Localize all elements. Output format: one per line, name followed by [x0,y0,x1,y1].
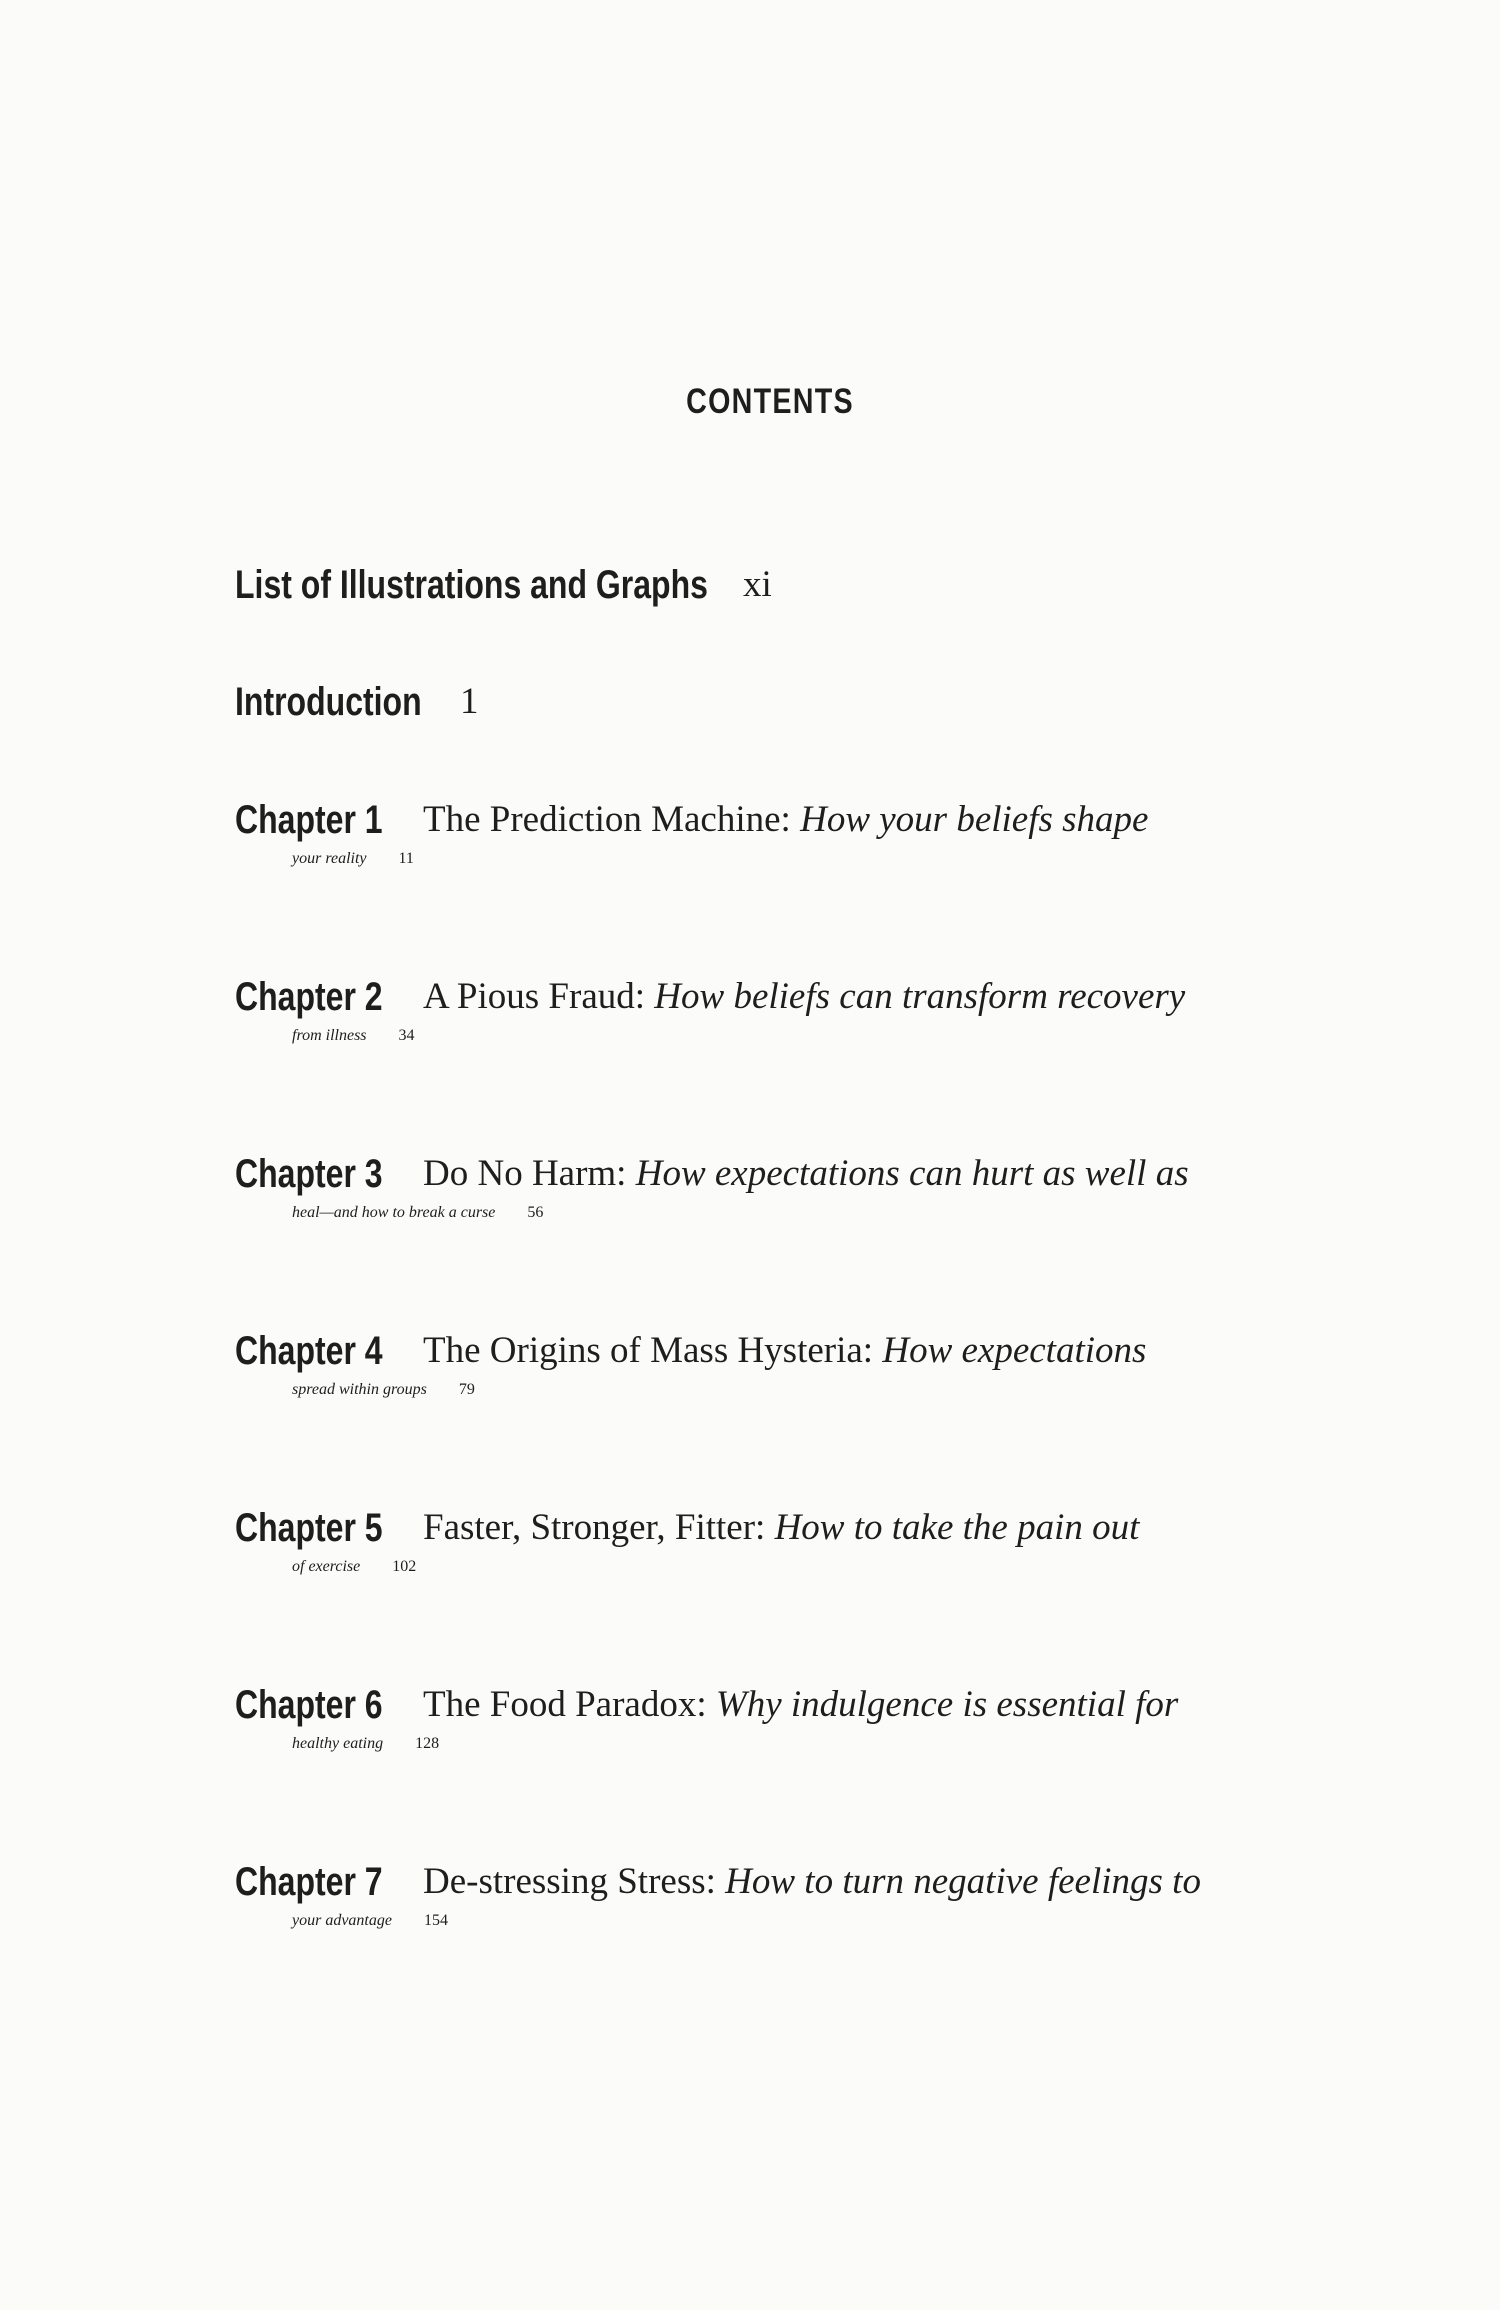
chapter-label: Chapter 1 [235,798,383,842]
chapter-subtitle: Why indulgence is essential for [715,1684,1179,1725]
toc-page-number: 34 [398,1027,415,1044]
chapter-subtitle-continued: of exercise [292,1558,361,1575]
toc-entry-label: Introduction [235,680,422,724]
chapter-title: A Pious Fraud: [423,976,646,1017]
toc-entry-introduction[interactable] [235,672,1315,732]
chapter-subtitle-continued: your reality [292,850,367,867]
chapter-subtitle-continued: from illness [292,1027,367,1044]
chapter-label: Chapter 7 [235,1860,383,1904]
chapter-label: Chapter 6 [235,1683,383,1727]
toc-entry-chapter-2[interactable] [235,967,1315,1087]
chapter-title: The Prediction Machine: [423,799,791,840]
toc-page-number: xi [743,564,772,605]
toc-entry-illustrations[interactable] [235,555,1315,615]
chapter-subtitle-continued: your advantage [292,1912,392,1929]
toc-page-number: 102 [392,1558,417,1575]
chapter-title: Faster, Stronger, Fitter: [423,1507,766,1548]
toc-page-number: 128 [415,1735,440,1752]
chapter-subtitle: How your beliefs shape [800,799,1149,840]
chapter-subtitle: How to turn negative feelings to [725,1861,1201,1902]
chapter-subtitle: How expectations can hurt as well as [635,1153,1189,1194]
chapter-title: Do No Harm: [423,1153,627,1194]
toc-entry-chapter-6[interactable] [235,1675,1315,1795]
page-title: CONTENTS [686,382,854,421]
chapter-subtitle-continued: spread within groups [292,1381,427,1398]
toc-entry-label: List of Illustrations and Graphs [235,563,708,607]
toc-entry-chapter-4[interactable] [235,1321,1315,1441]
chapter-subtitle: How expectations [882,1330,1147,1371]
toc-entry-chapter-1[interactable] [235,790,1315,910]
toc-entry-chapter-5[interactable] [235,1498,1315,1618]
toc-page-number: 79 [458,1381,475,1398]
chapter-label: Chapter 4 [235,1329,383,1373]
chapter-label: Chapter 2 [235,975,383,1019]
chapter-label: Chapter 3 [235,1152,383,1196]
chapter-title: The Origins of Mass Hysteria: [423,1330,874,1371]
toc-page-number: 1 [460,681,479,722]
toc-page-number: 154 [423,1912,448,1929]
chapter-subtitle: How beliefs can transform recovery [654,976,1186,1017]
chapter-subtitle: How to take the pain out [774,1507,1140,1548]
chapter-subtitle-continued: healthy eating [292,1735,384,1752]
toc-entry-chapter-3[interactable] [235,1144,1315,1264]
chapter-title: The Food Paradox: [423,1684,707,1725]
toc-page-number: 56 [527,1204,544,1221]
toc-page-number: 11 [398,850,414,867]
chapter-title: De-stressing Stress: [423,1861,716,1902]
toc-entry-chapter-7[interactable] [235,1852,1315,1972]
chapter-label: Chapter 5 [235,1506,383,1550]
chapter-subtitle-continued: heal—and how to break a curse [292,1204,496,1221]
